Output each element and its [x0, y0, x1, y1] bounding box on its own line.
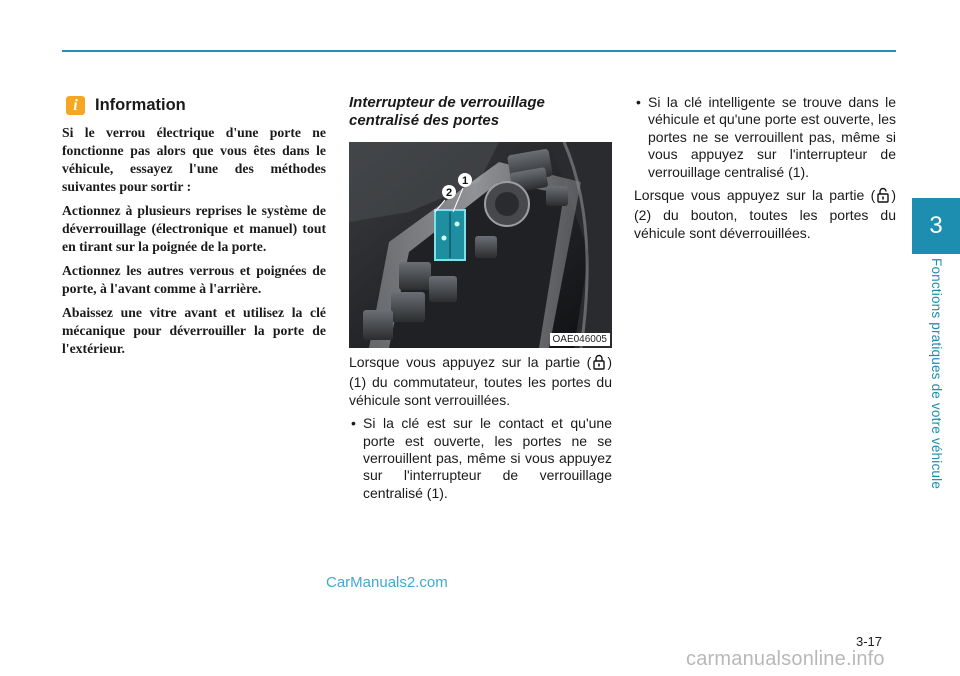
info-paragraph: Abaissez une vitre avant et utilisez la clé mécanique pour déverrouiller la porte de l'extérieur.: [62, 305, 326, 356]
chapter-number: 3: [929, 212, 943, 239]
watermark-top: CarManuals2.com: [326, 574, 448, 591]
bullet-dot: •: [636, 94, 641, 110]
bullet-dot: •: [351, 415, 356, 432]
info-icon: i: [66, 96, 85, 115]
unlock-paragraph: [634, 187, 896, 242]
unlock-icon: [877, 187, 889, 207]
info-paragraph: Actionnez les autres verrous et poignées de porte, à l'avant comme à l'arrière.: [62, 263, 326, 296]
bullet-text: Si la clé intelligente se trouve dans le véhicule et qu'une porte est ouverte, les portes ne se verrouillent pas, même si vous appuyez sur l'interrupteur de verrouillage centralisé (1).: [648, 94, 896, 180]
lock-para-end: ) (1) du commutateur, toutes les portes du véhicule sont verrouillées.: [349, 354, 612, 408]
door-switch-photo: [349, 142, 612, 348]
callout-2: 2: [445, 187, 453, 199]
image-code: OAE046005: [550, 333, 611, 346]
section-title: Interrupteur de verrouillage centralisé des portes: [349, 94, 545, 129]
unlock-para-end: ) (2) du bouton, toutes les portes du véhicule sont déverrouillées.: [634, 187, 896, 241]
watermark-bottom: carmanualsonline.info: [686, 648, 885, 670]
unlock-para-start: Lorsque vous appuyez sur la partie (: [634, 187, 876, 204]
door-switch-illustration: [349, 142, 612, 348]
info-header: [66, 96, 186, 115]
bullet-item: [349, 415, 612, 502]
info-paragraph: Si le verrou électrique d'une porte ne fonctionne pas alors que vous êtes dans le véhicule, essayez l'une des méthodes suivantes pour sortir :: [62, 125, 326, 194]
lock-para-start: Lorsque vous appuyez sur la partie (: [349, 354, 592, 370]
info-body: [62, 124, 326, 364]
lock-paragraph: [349, 354, 612, 409]
bullet-text: Si la clé est sur le contact et qu'une porte est ouverte, les portes ne se verrouillent pas, même si vous appuyez sur l'interrupteur de verrouillage centralisé (1).: [363, 415, 612, 501]
lock-icon: [593, 354, 605, 374]
info-paragraph: Actionnez à plusieurs reprises le système de déverrouillage (électronique et manuel) tout en tirant sur la poignée de la porte.: [62, 203, 326, 254]
page-number: 3-17: [856, 634, 883, 649]
callout-1: 1: [461, 175, 469, 187]
column-right-text: [634, 94, 896, 248]
column-middle-text: [349, 354, 612, 508]
top-rule: [62, 50, 896, 52]
bullet-item: [634, 94, 896, 181]
chapter-title: Fonctions pratiques de votre véhicule: [929, 258, 944, 490]
info-title: Information: [95, 96, 186, 114]
chapter-tab: [912, 198, 960, 254]
